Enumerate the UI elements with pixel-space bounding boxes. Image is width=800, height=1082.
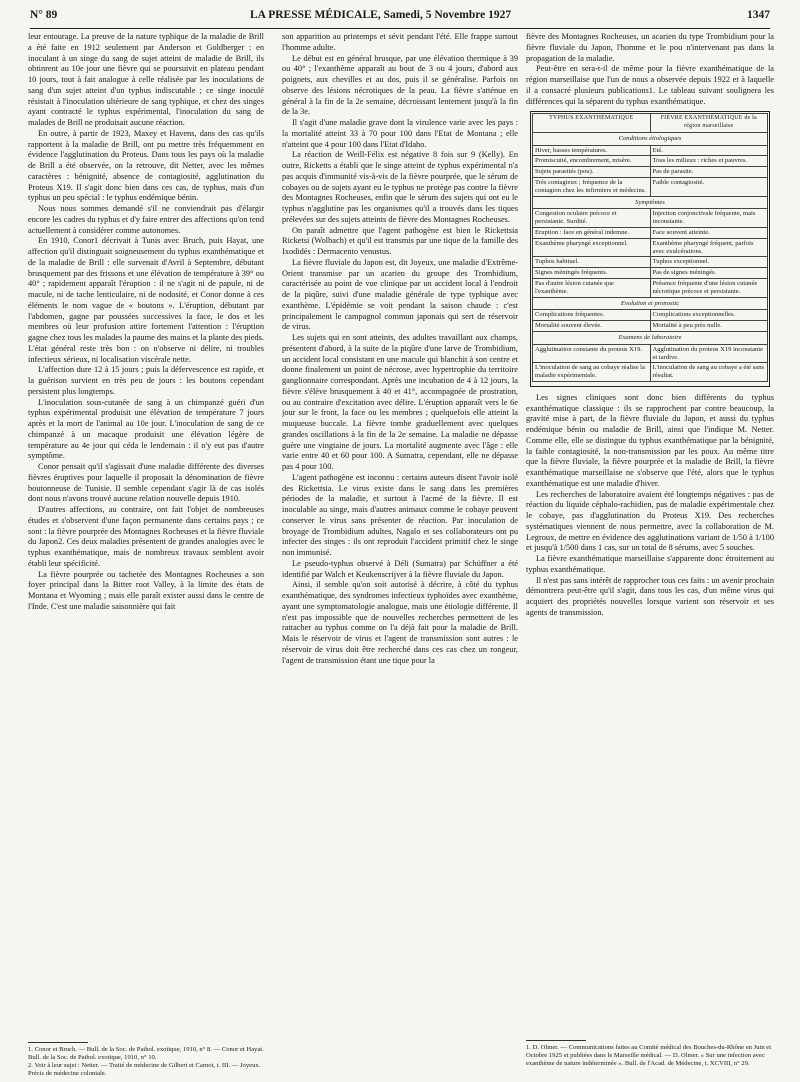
cell-marseille: Mortalité à peu près nulle. (650, 321, 768, 332)
cell-typhus: Tuphos habituel. (533, 257, 651, 268)
footnote-rule (526, 1040, 586, 1041)
paragraph: L'inoculation sous-cutanée de sang à un chimpanzé guéri d'un typhus expérimental produisit une élévation de température 7 jours après et la mort de l'animal au 10e jour. L'inoculation de sang de ce chimpanzé à un macaque produisit une élévation légère de température au 4e jour qui céda le lendemain : il n'y eut pas d'autre symptôme. (28, 397, 264, 461)
paragraph: La réaction de Weill-Félix est négative 8 fois sur 9 (Kelly). En outre, Ricketts a établi que le singe atteint de typhus expérimental n'a pas acquis d'immunité vis-à-vis de la fièvre pourprée, que le sérum de cobayes ou de sujets ayant eu le typhus ne protège pas contre la fièvre des Montagnes Rocheuses, enfin que le sérum des sujets qui ont eu le typhus n'agglutine pas les organismes qu'il a trouvés dans les tiques prélevées sur des sujets atteints de fièvre des Montagnes Rocheuses. (282, 150, 518, 224)
table-row (533, 178, 768, 197)
table-row (533, 279, 768, 298)
column-middle (282, 32, 518, 1082)
table-row (533, 363, 768, 382)
table-head-typhus: TYPHUS EXANTHÉMATIQUE (533, 114, 651, 133)
cell-typhus: Très contagieux ; fréquence de la contagion chez les infirmiers et médecins. (533, 178, 651, 197)
cell-typhus: Pas d'autre lésion cutanée que l'exanthème. (533, 279, 651, 298)
journal-title: LA PRESSE MÉDICALE, Samedi, 5 Novembre 1927 (250, 9, 512, 21)
paragraph: Les sujets qui en sont atteints, des adultes travaillant aux champs, présentent d'abord, à la suite de la piqûre d'une larve de Trombidium, un accident local consistant en une macule qui blanchit à son centre et donne finalement un point de nécrose, avec hypertrophie du territoire ganglionnaire correspondant. Après une incubation de 4 à 12 jours, la fièvre s'élève brusquement à 40 et 41°, accompagnée de prostration, ou au contraire d'excitation avec délire. L'éruption apparaît vers le 6e jour sur le front, la face ou les membres ; quelquefois elle atteint la muqueuse buccale. La fièvre tombe graduellement avec quelques grandes oscillations à la fin de la 2e semaine. La maladie ne dépasse guère une vingtaine de jours. La mortalité augmente avec l'âge : elle varie entre 40 et 60 pour 100. A Sumatra, cependant, elle ne dépasse pas 4 pour 100. (282, 333, 518, 471)
table-row (533, 268, 768, 279)
cell-marseille: Exanthème pharyngé fréquent, parfois avec exulcérations. (650, 238, 768, 257)
paragraph: Le pseudo-typhus observé à Déli (Sumatra) par Schüffner a été identifié par Walch et Keukenscrijver à la fièvre fluviale du Japon. (282, 558, 518, 579)
table-section-row (533, 196, 768, 209)
paragraph: fièvre des Montagnes Rocheuses, un acarien du type Trombidium pour la fièvre fluviale du Japon, l'homme et le pou n'intervenant pas dans la propagation de la maladie. (526, 32, 774, 63)
issue-number: N° 89 (30, 9, 58, 21)
table-section-title: Symptômes (533, 196, 768, 209)
cell-typhus: Congestion oculaire précoce et persistante. Surdité. (533, 209, 651, 228)
paragraph: Les recherches de laboratoire avaient été longtemps négatives : pas de réaction du liquide céphalo-rachidien, pas de maladie expérimentale chez le cobaye, pas d'agglutination du Proteus X19. Des recherches systématiques viennent de nous permettre, avec la collaboration de M. Legroux, de mettre en évidence des agglutinations variant de 1/50 à 1/100 et jusqu'à 1/500 dans 1 cas, sur un total de 8 sérums, avec 5 souches. (526, 489, 774, 553)
table-row (533, 344, 768, 363)
paragraph: son apparition au printemps et sévit pendant l'été. Elle frappe surtout l'homme adulte. (282, 32, 518, 52)
table-row (533, 209, 768, 228)
cell-marseille: Tuphos exceptionnel. (650, 257, 768, 268)
paragraph: leur entourage. La preuve de la nature typhique de la maladie de Brill a été faite en 1912 seulement par Anderson et Goldberger : en inoculant à un singe du sang de sujet atteint de maladie de Brill, ils obtinrent au 10e jour une fièvre qui se poursuivit en plateau pendant 10 jours, tout à fait analogue à celle réalisée par les inoculations de sang d'un sujet atteint d'un typhus indiscutable ; ce singe inoculé résistait à l'inoculation ultérieure de sang typhique, et chez des singes ayant contracté le typhus expérimental, l'inoculation du sang de malades de Brill ne produisait aucune réaction. (28, 32, 264, 127)
footnotes-left (28, 1046, 264, 1080)
cell-typhus: Hiver, basses températures. (533, 145, 651, 156)
cell-typhus: Agglutination constante du proteus X19. (533, 344, 651, 363)
comparison-table (532, 113, 768, 382)
cell-marseille: Injection conjonctivale fréquente, mais inconstante. (650, 209, 768, 228)
footnote: 1. D. Olmer. — Communications faites au Comité médical des Bouches-du-Rhône en Juin et Octobre 1925 et publiées dans le Marseille médical. — D. Olmer. « Sur une infection avec exanthème de nature indéterminée ». Bull. de l'Acad. de Médecine, t. XCVIII, n° 29. (526, 1044, 772, 1067)
paragraph: Conor pensait qu'il s'agissait d'une maladie différente des diverses fièvres éruptives pour laquelle il proposait la dénomination de fièvre boutonneuse de Tunisie. Il semble cependant s'agir là de cas isolés dont nous n'avons trouvé aucune relation nouvelle depuis 1910. (28, 462, 264, 504)
cell-marseille: Agglutination du proteus X19 inconstante et tardive. (650, 344, 768, 363)
cell-typhus: Promiscuité, encombrement, misère. (533, 156, 651, 167)
paragraph: Les signes cliniques sont donc bien différents du typhus exanthématique classique : ils se rapprochent par contre beaucoup, la gravité mise à part, de la fièvre fluviale du Japon, et aussi du typhus endémique bénin ou maladie de Brill, ainsi que l'indique M. Netter. Comme elle, elle se distingue du typhus exanthématique par la bénignité, la faible contagiosité, la non-transmission par les poux. Au même titre que la fièvre fluviale, la fièvre pourprée et la maladie de Brill, la fièvre exanthématique marseillaise ne s'observe que l'été, alors que le typhus exanthématique est une maladie d'hiver. (526, 392, 774, 488)
right-column-intro (526, 32, 774, 107)
comparison-table-frame (530, 111, 770, 387)
cell-typhus: Sujets parasités (pou). (533, 167, 651, 178)
paragraph: La fièvre fluviale du Japon est, dit Joyeux, une maladie d'Extrême-Orient transmise par un acarien du groupe des Trombidium, caractérisée au point de vue clinique par un accident local à l'endroit de la piqûre, suivi d'une maladie générale de type typhique avec exanthème. L'épidémie se voit pendant la saison chaude : c'est principalement le campagnol commun japonais qui sert de réservoir de virus. (282, 257, 518, 332)
table-row (533, 257, 768, 268)
table-row (533, 167, 768, 178)
footnote-rule (28, 1042, 88, 1043)
cell-marseille: Faible contagiosité. (650, 178, 768, 197)
cell-marseille: Complications exceptionnelles. (650, 310, 768, 321)
table-row (533, 321, 768, 332)
cell-typhus: Exanthème pharyngé exceptionnel. (533, 238, 651, 257)
table-row (533, 238, 768, 257)
paragraph: Peut-être en sera-t-il de même pour la fièvre exanthématique de la région marseillaise que l'un de nous a observée depuis 1922 et à laquelle il a consacré plusieurs publications1. Le tableau suivant soulignera les différences qui la séparent du typhus exanthématique. (526, 64, 774, 106)
paragraph: Le début est en général brusque, par une élévation thermique à 39 ou 40° ; l'exanthème apparaît au bout de 3 ou 4 jours, d'abord aux poignets, aux chevilles et au dos, puis il se généralise. Parfois on observe des lésions nécrotiques de la peau. La fièvre s'atténue en général à la fin de la 2e semaine, décroissant lentement jusqu'à la fin de la 3e. (282, 53, 518, 117)
table-section-title: Examens de laboratoire (533, 331, 768, 344)
cell-typhus: L'inoculation de sang au cobaye réalise la maladie expérimentale. (533, 363, 651, 382)
page-number: 1347 (747, 9, 770, 21)
paragraph: La fièvre pourprée ou tachetée des Montagnes Rocheuses a son foyer principal dans la Bitter root Valley, à la limite des états de Montana et Wyoming ; mais elle paraît exister aussi dans le centre de l'Inde. C'est une maladie saisonnière qui fait (28, 569, 264, 611)
cell-typhus: Eruption : face en général indemne. (533, 228, 651, 239)
paragraph: L'agent pathogène est inconnu : certains auteurs disent l'avoir isolé des Rickettsia. Le virus existe dans le sang dans les premières périodes de la maladie, et surtout à l'acmé de la fièvre. Il est inoculable au singe, mais d'autres animaux comme le cobaye peuvent conserver le virus sans présenter de réaction. Par inoculation de broyage de Trombidium adultes, Nagalo et ses collaborateurs ont pu infecter des singes : ils ont reproduit l'accident primitif chez le singe non immunisé. (282, 472, 518, 557)
cell-typhus: Complications fréquentes. (533, 310, 651, 321)
table-head-marseille: FIÈVRE EXANTHÉMATIQUE de la région marseillaise (650, 114, 768, 133)
cell-marseille: Pas de parasite. (650, 167, 768, 178)
paragraph: D'autres affections, au contraire, ont fait l'objet de nombreuses études et s'observent d'une façon permanente dans certains pays ; ce sont : la fièvre pourprée des Montagnes Rocheuses et la fièvre fluviale du Japon2. Ces deux maladies présentent de grandes analogies avec le typhus exanthématique, mais de nombreux travaux semblent avoir établi leur spécificité. (28, 505, 264, 568)
paragraph: En outre, à partir de 1923, Maxey et Havens, dans des cas qu'ils rapportent à la maladie de Brill, ont pu mettre très fréquemment en évidence l'agglutination du Proteus. Dans tous les pays où la maladie de Brill a été observée, on la retrouve, dit Netter, avec les mêmes caractères : bénignité, absence de contagiosité, agglutination du Proteus X19. Il s'agit donc bien dans ces cas, de typhus, mais d'un typhus un peu spécial : le typhus endémique bénin. (28, 128, 264, 203)
table-section-title: Evolution et pronostic (533, 297, 768, 310)
right-column-conclusion (526, 393, 774, 619)
cell-marseille: Face souvent atteinte. (650, 228, 768, 239)
cell-marseille: Présence fréquente d'une lésion cutanée nécrotique précoce et persistante. (650, 279, 768, 298)
table-row (533, 156, 768, 167)
table-row (533, 310, 768, 321)
cell-typhus: Signes méningés fréquents. (533, 268, 651, 279)
cell-typhus: Mortalité souvent élevée. (533, 321, 651, 332)
cell-marseille: Eté. (650, 145, 768, 156)
footnote: 2. Voir à leur sujet : Netter. — Traité de médecine de Gilbert et Carnot, t. III. — Joyeux. Précis de médecine coloniale. (28, 1062, 261, 1077)
paragraph: Il n'est pas sans intérêt de rapprocher tous ces faits : un avenir prochain démontrera peut-être qu'il s'agit, dans tous les cas, d'un même virus qui acquiert des propriétés nouvelles lorsque varient son réservoir et ses agents de transmission. (526, 575, 774, 617)
footnotes-right (526, 1044, 774, 1080)
paragraph: Ainsi, il semble qu'on soit autorisé à décrire, à côté du typhus exanthématique, des syndromes infectieux typhoïdes avec exanthème, ayant une symptomatologie analogue, mais une étiologie différente. Il n'est pas impossible que de nouvelles recherches permettent de les rattacher au typhus comme on l'a déjà fait pour la maladie de Brill. Mais le réservoir de virus et l'agent de transmission sont autres : le réservoir de virus doit être recherché dans ces cas chez un rongeur, l'agent de transmission étant une tique pour la (282, 580, 518, 665)
column-left (28, 32, 264, 1040)
paragraph: En 1910, Conor1 décrivait à Tunis avec Bruch, puis Hayat, une affection qu'il distinguait soigneusement du typhus exanthématique et de la maladie de Brill : elle survenait d'Avril à Septembre, débutant brusquement par des frissons et une élévation de température à 39° ou 40° ; rapidement apparaît l'éruption : il ne s'agit ni de papule, ni de macule, ni de tache lenticulaire, ni de nodosité, et Conor donne à ces éléments le nom vague de « boutons ». L'éruption, débutant par l'abdomen, gagne par poussées successives la face, le dos et les membres où leur profusion attire fortement l'attention : l'éruption gagne chez tous les malades la paume des mains et la plante des pieds. L'état général reste très bon : on n'observe ni délire, ni troubles infectieux sérieux, ni localisation viscérale nette. (28, 236, 264, 364)
page-header (30, 6, 770, 29)
cell-marseille: Pas de signes méningés. (650, 268, 768, 279)
paragraph: L'affection dure 12 à 15 jours ; puis la défervescence est rapide, et la guérison survient en très peu de jours : les boutons cependant persistent plus longtemps. (28, 365, 264, 396)
table-section-row (533, 132, 768, 145)
table-row (533, 145, 768, 156)
table-row (533, 228, 768, 239)
paragraph: La fièvre exanthématique marseillaise s'apparente donc étroitement au typhus exanthématique. (526, 554, 774, 574)
table-body (533, 132, 768, 381)
table-section-row (533, 331, 768, 344)
paragraph: On paraît admettre que l'agent pathogène est bien le Rickettsia Ricketsi (Wolbach) et qu'il est transmis par une tique de la famille des Ixodidés : Dermacento venustus. (282, 225, 518, 256)
table-section-row (533, 297, 768, 310)
cell-marseille: L'inoculation de sang au cobaye a été sans résultat. (650, 363, 768, 382)
footnote: 1. Conor et Bruch. — Bull. de la Soc. de Pathol. exotique, 1910, n° 8. — Conor et Hayat. Bull. de la Soc. de Pathol. exotique, 1910, n° 10. (28, 1046, 264, 1061)
paragraph: Nous nous sommes demandé s'il ne conviendrait pas d'élargir encore les cadres du typhus et d'y faire entrer des affections qu'on tend actuellement à considérer comme autonomes. (28, 204, 264, 235)
column-right (526, 32, 774, 1082)
table-section-title: Conditions étiologiques (533, 132, 768, 145)
paragraph: Il s'agit d'une maladie grave dont la virulence varie avec les pays : la mortalité atteint 33 à 70 pour 100 dans l'Etat de Montana ; elle n'atteint que 4 pour 100 dans l'Etat d'Idaho. (282, 118, 518, 149)
cell-marseille: Tous les milieux : riches et pauvres. (650, 156, 768, 167)
